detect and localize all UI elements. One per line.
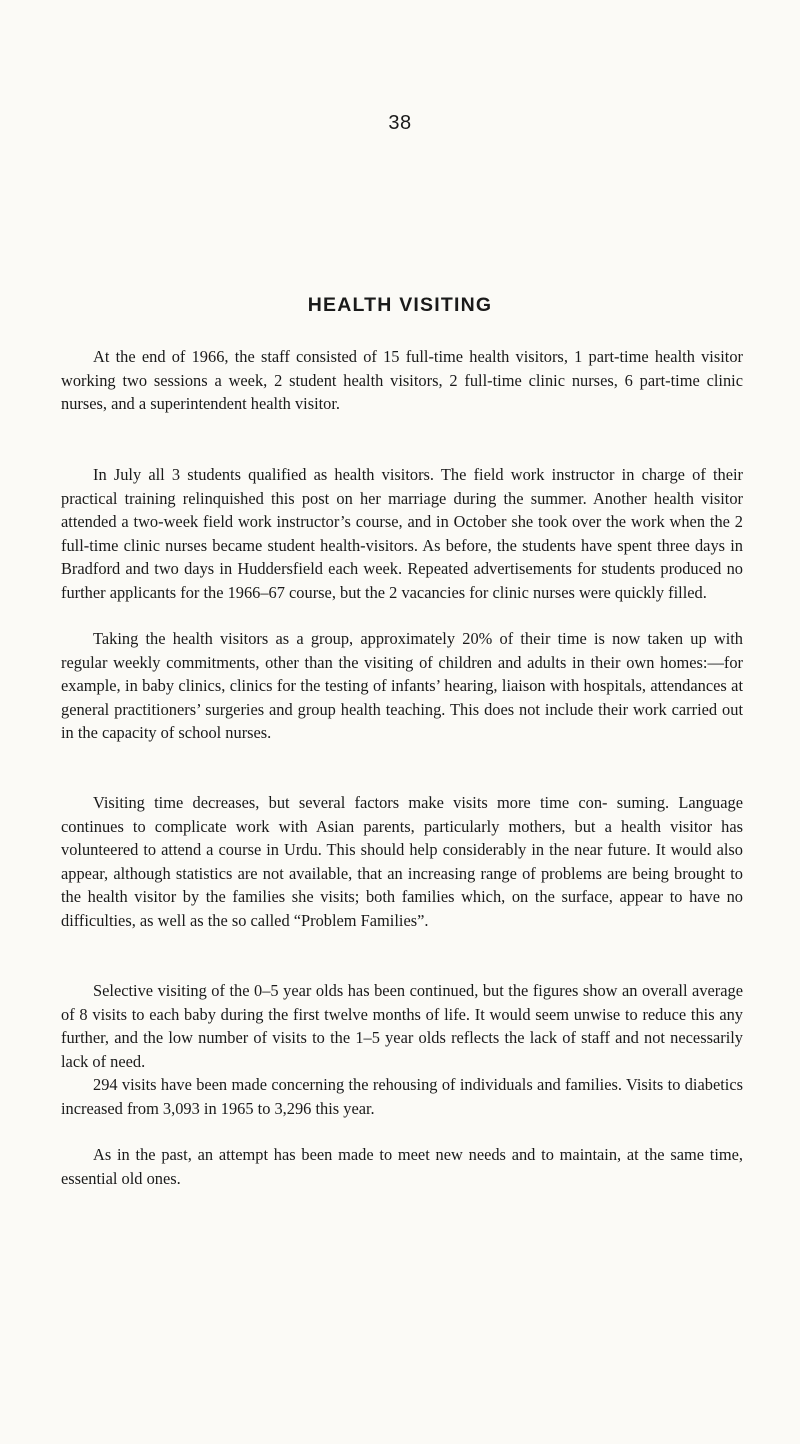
paragraph-rehousing: 294 visits have been made concerning the rehousing of individuals and families. Visits to diabetics increased from 3,093 in 1965 to 3,296 this year. bbox=[61, 1075, 743, 1118]
page-number: 38 bbox=[388, 112, 412, 134]
paragraph-commitments: Taking the health visitors as a group, approximately 20% of their time is now taken up with regular weekly commitments, other than the visiting of children and adults in their own homes:—for example, in baby clinics, clinics for the testing of infants’ hearing, liaison with hospitals, attendances at general practitioners’ surgeries and group health teaching. This does not include their work carried out in the capacity of school nurses. bbox=[61, 629, 743, 743]
section-heading: HEALTH VISITING bbox=[307, 294, 493, 316]
paragraph-selective-visiting: Selective visiting of the 0–5 year olds has been continued, but the figures show an overall average of 8 visits to each baby during the first twelve months of life. It would seem unwise to reduce this any further, and the low number of visits to the 1–5 year olds reflects the lack of staff and not necessarily lack of need. bbox=[61, 981, 743, 1071]
paragraph-students: In July all 3 students qualified as health visitors. The field work instructor in charge of their practical training relinquished this post on her marriage during the summer. Another health visitor attended a two-week field work instructor’s course, and in October she took over the work when the 2 full-time clinic nurses became student health-visitors. As before, the students have spent three days in Bradford and two days in Huddersfield each week. Repeated advertisements for students produced no further applicants for the 1966–67 course, but the 2 vacancies for clinic nurses were quickly filled. bbox=[61, 465, 743, 602]
paragraph-staff: At the end of 1966, the staff consisted of 15 full-time health visitors, 1 part-time health visitor working two sessions a week, 2 student health visitors, 2 full-time clinic nurses, 6 part-time clinic nurses, and a superintendent health visitor. bbox=[61, 347, 743, 414]
paragraph-visiting-time: Visiting time decreases, but several factors make visits more time con- suming. Language continues to complicate work with Asian parents, particularly mothers, but a health visitor has volunteered to attend a course in Urdu. This should help considerably in the near future. It would also appear, although statistics are not available, that an increasing range of problems are being brought to the health visitor by the families she visits; both families which, on the surface, appear to have no difficulties, as well as the so called “Problem Families”. bbox=[61, 793, 743, 930]
paragraph-closing: As in the past, an attempt has been made to meet new needs and to maintain, at the same time, essential old ones. bbox=[61, 1145, 743, 1188]
